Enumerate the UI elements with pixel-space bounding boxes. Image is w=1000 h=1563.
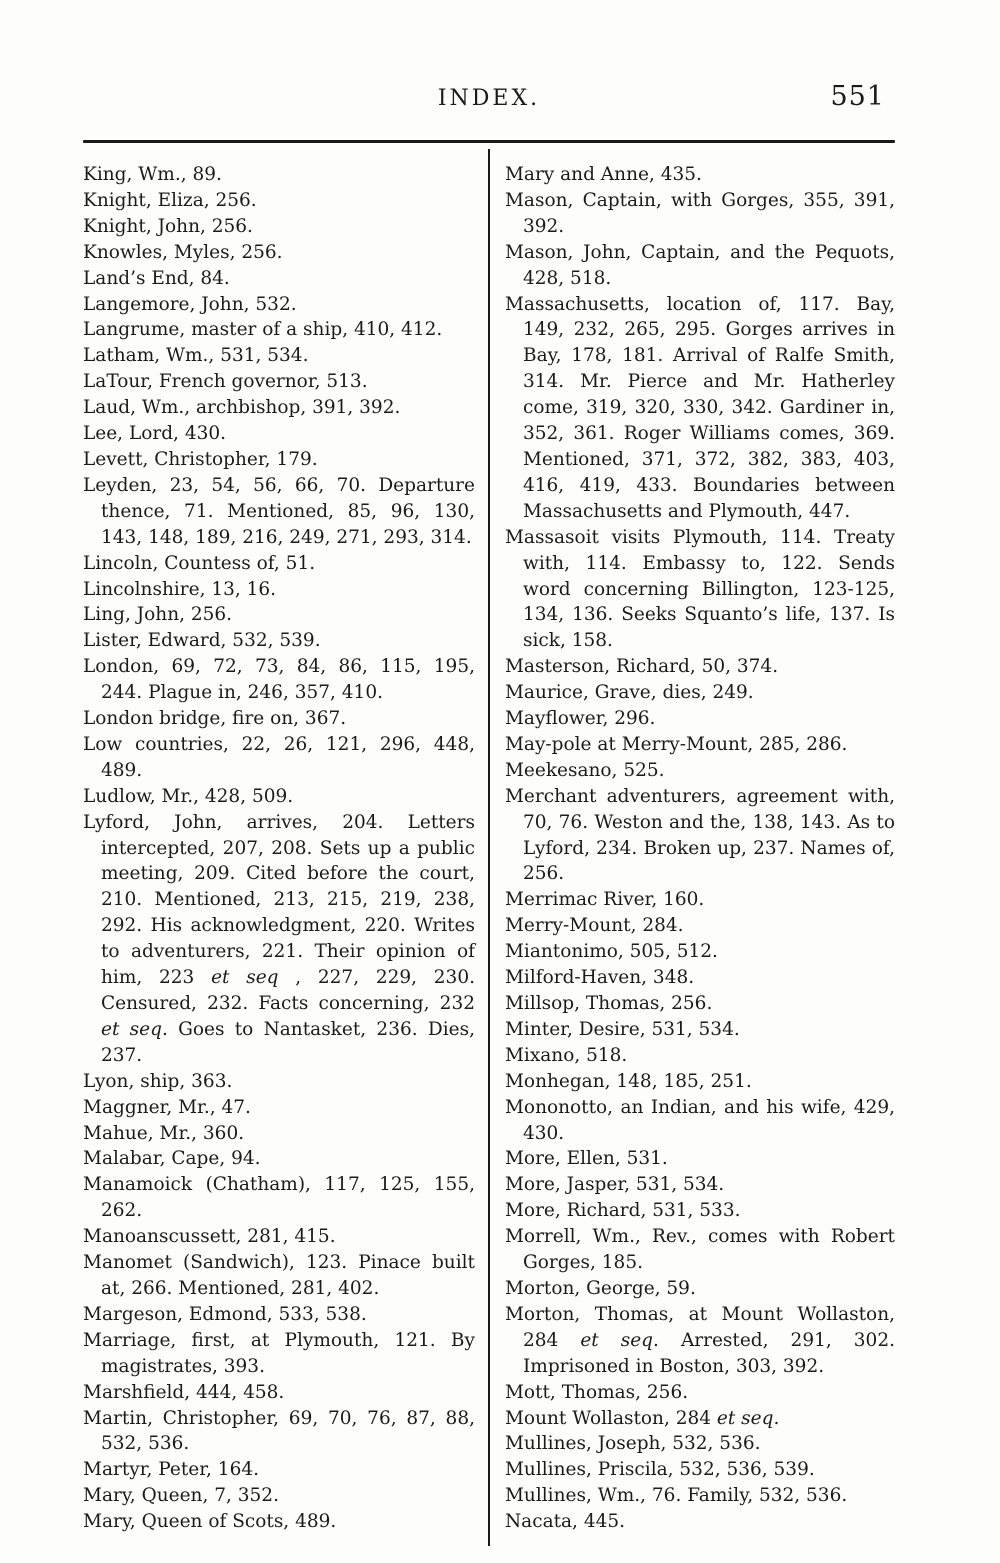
index-entry: Mary, Queen of Scots, 489. — [83, 1511, 337, 1533]
index-columns — [83, 162, 895, 1535]
index-entry: Marshfield, 444, 458. — [83, 1381, 285, 1403]
column-divider-rule — [488, 149, 490, 1546]
index-entry: Millsop, Thomas, 256. — [504, 993, 713, 1014]
header-rule — [83, 140, 895, 143]
index-entry: Milford-Haven, 348. — [504, 967, 695, 989]
index-column-right — [505, 162, 895, 1535]
index-entry: Mahue, Mr., 360. — [83, 1122, 245, 1144]
index-entry: Land’s End, 84. — [83, 267, 230, 289]
index-entry: Lister, Edward, 532, 539. — [83, 630, 321, 652]
index-entry: Mason, John, Captain, and the Pequots, 428, 518. — [504, 241, 895, 289]
index-entry: Mount Wollaston, 284 et seq. — [504, 1407, 780, 1429]
index-entry: Mary and Anne, 435. — [504, 164, 702, 185]
page-header — [83, 81, 895, 118]
index-entry: Lincolnshire, 13, 16. — [83, 578, 277, 600]
index-entry: Mayflower, 296. — [504, 708, 656, 730]
index-entry: Mary, Queen, 7, 352. — [83, 1485, 279, 1507]
index-entry: London, 69, 72, 73, 84, 86, 115, 195, 244. Plague in, 246, 357, 410. — [83, 656, 475, 704]
index-entry: Mullines, Wm., 76. Family, 532, 536. — [504, 1485, 848, 1507]
index-entry: Morton, George, 59. — [504, 1277, 696, 1299]
index-entry: Lyford, John, arrives, 204. Letters intercepted, 207, 208. Sets up a public meeting, 209. Cited before the court, 210. Mentioned, 213, 215, 219, 238, 292. His acknowledgment, 220. Writes to adventurers, 221. Their opinion of him, 223 et seq , 227, 229, 230. Censured, 232. Facts concerning, 232 et seq. Goes to Nantasket, 236. Dies, 237. — [83, 811, 475, 1066]
index-entry: Latham, Wm., 531, 534. — [83, 345, 309, 367]
index-entry: King, Wm., 89. — [83, 164, 222, 185]
index-entry: Leyden, 23, 54, 56, 66, 70. Departure thence, 71. Mentioned, 85, 96, 130, 143, 148, 189, 216, 249, 271, 293, 314. — [83, 474, 475, 548]
index-entry: Meekesano, 525. — [504, 759, 665, 781]
index-entry: LaTour, French governor, 513. — [83, 371, 368, 393]
index-entry: Lincoln, Countess of, 51. — [83, 552, 316, 574]
index-entry: Massasoit visits Plymouth, 114. Treaty with, 114. Embassy to, 122. Sends word concerning Billington, 123-125, 134, 136. Seeks Squanto’s life, 137. Is sick, 158. — [504, 526, 895, 652]
index-entry: Merchant adventurers, agreement with, 70, 76. Weston and the, 138, 143. As to Lyford, 234. Broken up, 237. Names of, 256. — [504, 785, 895, 885]
index-entry: Manamoick (Chatham), 117, 125, 155, 262. — [83, 1174, 475, 1222]
index-entry: Marriage, first, at Plymouth, 121. By magistrates, 393. — [83, 1329, 475, 1377]
index-entry: Miantonimo, 505, 512. — [504, 941, 718, 963]
index-entry: Mullines, Priscila, 532, 536, 539. — [504, 1459, 815, 1481]
index-entry: Lyon, ship, 363. — [83, 1070, 233, 1092]
index-entry: Morrell, Wm., Rev., comes with Robert Gorges, 185. — [504, 1226, 895, 1274]
index-entry: Morton, Thomas, at Mount Wollaston, 284 et seq. Arrested, 291, 302. Imprisoned in Boston, 303, 392. — [504, 1303, 895, 1377]
index-entry: Monhegan, 148, 185, 251. — [504, 1070, 752, 1092]
index-entry: Massachusetts, location of, 117. Bay, 149, 232, 265, 295. Gorges arrives in Bay, 178, 181. Arrival of Ralfe Smith, 314. Mr. Pierce and Mr. Hatherley come, 319, 320, 330, 342. Gardiner in, 352, 361. Roger Williams comes, 369. Mentioned, 371, 372, 382, 383, 403, 416, 419, 433. Boundaries between Massachusetts and Plymouth, 447. — [504, 293, 895, 522]
index-entry: Ling, John, 256. — [83, 604, 233, 626]
index-entry: More, Jasper, 531, 534. — [504, 1174, 725, 1196]
index-entry: Lee, Lord, 430. — [83, 423, 227, 445]
index-entry: Manoanscussett, 281, 415. — [83, 1226, 336, 1248]
index-entry: Manomet (Sandwich), 123. Pinace built at, 266. Mentioned, 281, 402. — [83, 1252, 475, 1299]
index-entry: Knowles, Myles, 256. — [83, 241, 283, 263]
index-entry: Maurice, Grave, dies, 249. — [504, 682, 754, 704]
index-entry: Merrimac River, 160. — [504, 889, 705, 911]
index-entry: More, Ellen, 531. — [504, 1148, 668, 1170]
index-entry: Laud, Wm., archbishop, 391, 392. — [83, 397, 401, 419]
index-entry: Ludlow, Mr., 428, 509. — [83, 785, 294, 807]
index-entry: London bridge, fire on, 367. — [83, 708, 347, 730]
index-entry: Mullines, Joseph, 532, 536. — [504, 1433, 761, 1455]
index-entry: Langemore, John, 532. — [83, 293, 297, 315]
index-entry: Merry-Mount, 284. — [504, 915, 684, 937]
index-entry: Maggner, Mr., 47. — [83, 1096, 251, 1118]
index-entry: Malabar, Cape, 94. — [83, 1148, 261, 1170]
index-column-left — [83, 162, 475, 1535]
index-entry: Mixano, 518. — [504, 1044, 628, 1066]
index-entry: Margeson, Edmond, 533, 538. — [83, 1303, 367, 1325]
index-entry: Knight, Eliza, 256. — [83, 189, 257, 211]
index-entry: Mott, Thomas, 256. — [504, 1381, 689, 1403]
index-entry: Levett, Christopher, 179. — [83, 448, 318, 470]
index-entry: May-pole at Merry-Mount, 285, 286. — [504, 733, 848, 755]
index-entry: More, Richard, 531, 533. — [504, 1200, 741, 1222]
index-entry: Martyr, Peter, 164. — [83, 1459, 259, 1481]
running-title: INDEX. — [437, 86, 541, 111]
index-entry: Mason, Captain, with Gorges, 355, 391, 392. — [504, 189, 895, 237]
index-entry: Nacata, 445. — [504, 1511, 626, 1533]
page-number: 551 — [830, 81, 885, 112]
index-entry: Langrume, master of a ship, 410, 412. — [83, 319, 443, 341]
index-entry: Mononotto, an Indian, and his wife, 429, 430. — [504, 1096, 895, 1144]
index-entry: Martin, Christopher, 69, 70, 76, 87, 88, 532, 536. — [83, 1407, 475, 1455]
index-entry: Minter, Desire, 531, 534. — [504, 1018, 740, 1040]
index-entry: Low countries, 22, 26, 121, 296, 448, 489. — [83, 733, 475, 781]
index-entry: Knight, John, 256. — [83, 215, 253, 237]
index-entry: Masterson, Richard, 50, 374. — [504, 656, 779, 678]
